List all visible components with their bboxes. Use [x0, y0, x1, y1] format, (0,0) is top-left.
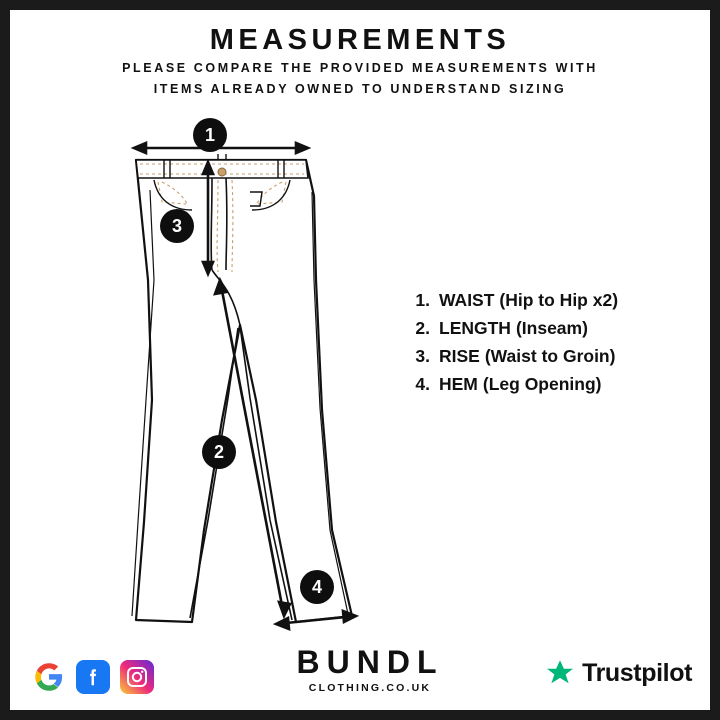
legend-item-rise	[402, 346, 692, 367]
trustpilot-badge[interactable]	[545, 658, 692, 688]
badge-hem: 4	[300, 570, 334, 604]
legend-label: RISE	[439, 346, 480, 366]
google-icon[interactable]	[32, 660, 66, 694]
instagram-icon[interactable]	[120, 660, 154, 694]
legend-number: 2.	[415, 318, 430, 338]
legend-number: 4.	[415, 374, 430, 394]
legend-detail: (Waist to Groin)	[484, 346, 616, 366]
social-links	[32, 660, 154, 694]
badge-waist: 1	[193, 118, 227, 152]
brand-name: BUNDL	[296, 644, 444, 680]
instagram-camera-glyph	[125, 665, 149, 689]
legend-detail: (Leg Opening)	[482, 374, 602, 394]
google-g-glyph	[34, 662, 64, 692]
legend-item-hem	[402, 374, 692, 395]
legend-item-waist	[402, 290, 692, 311]
subtitle-line-1: PLEASE COMPARE THE PROVIDED MEASUREMENTS WITH	[122, 61, 598, 75]
facebook-f-glyph	[82, 666, 104, 688]
page-title: MEASUREMENTS	[209, 24, 511, 56]
legend-item-length	[402, 318, 692, 339]
legend-label: HEM	[439, 374, 478, 394]
brand-logo	[260, 646, 480, 694]
size-guide-card	[10, 10, 710, 710]
page-subtitle	[50, 58, 670, 100]
jeans-button-detail	[218, 168, 226, 176]
legend-number: 1.	[415, 290, 430, 310]
trustpilot-label: Trustpilot	[582, 658, 692, 687]
jeans-technical-drawing	[100, 130, 430, 645]
measurement-legend	[402, 290, 692, 402]
brand-domain: CLOTHING.CO.UK	[308, 682, 432, 694]
legend-detail: (Hip to Hip x2)	[499, 290, 619, 310]
subtitle-line-2: ITEMS ALREADY OWNED TO UNDERSTAND SIZING	[153, 82, 567, 96]
facebook-icon[interactable]	[76, 660, 110, 694]
trustpilot-star-icon	[545, 658, 575, 688]
legend-label: WAIST	[439, 290, 495, 310]
legend-detail: (Inseam)	[515, 318, 588, 338]
badge-length: 2	[202, 435, 236, 469]
legend-number: 3.	[415, 346, 430, 366]
jeans-svg	[100, 130, 430, 640]
badge-rise: 3	[160, 209, 194, 243]
legend-label: LENGTH	[439, 318, 511, 338]
